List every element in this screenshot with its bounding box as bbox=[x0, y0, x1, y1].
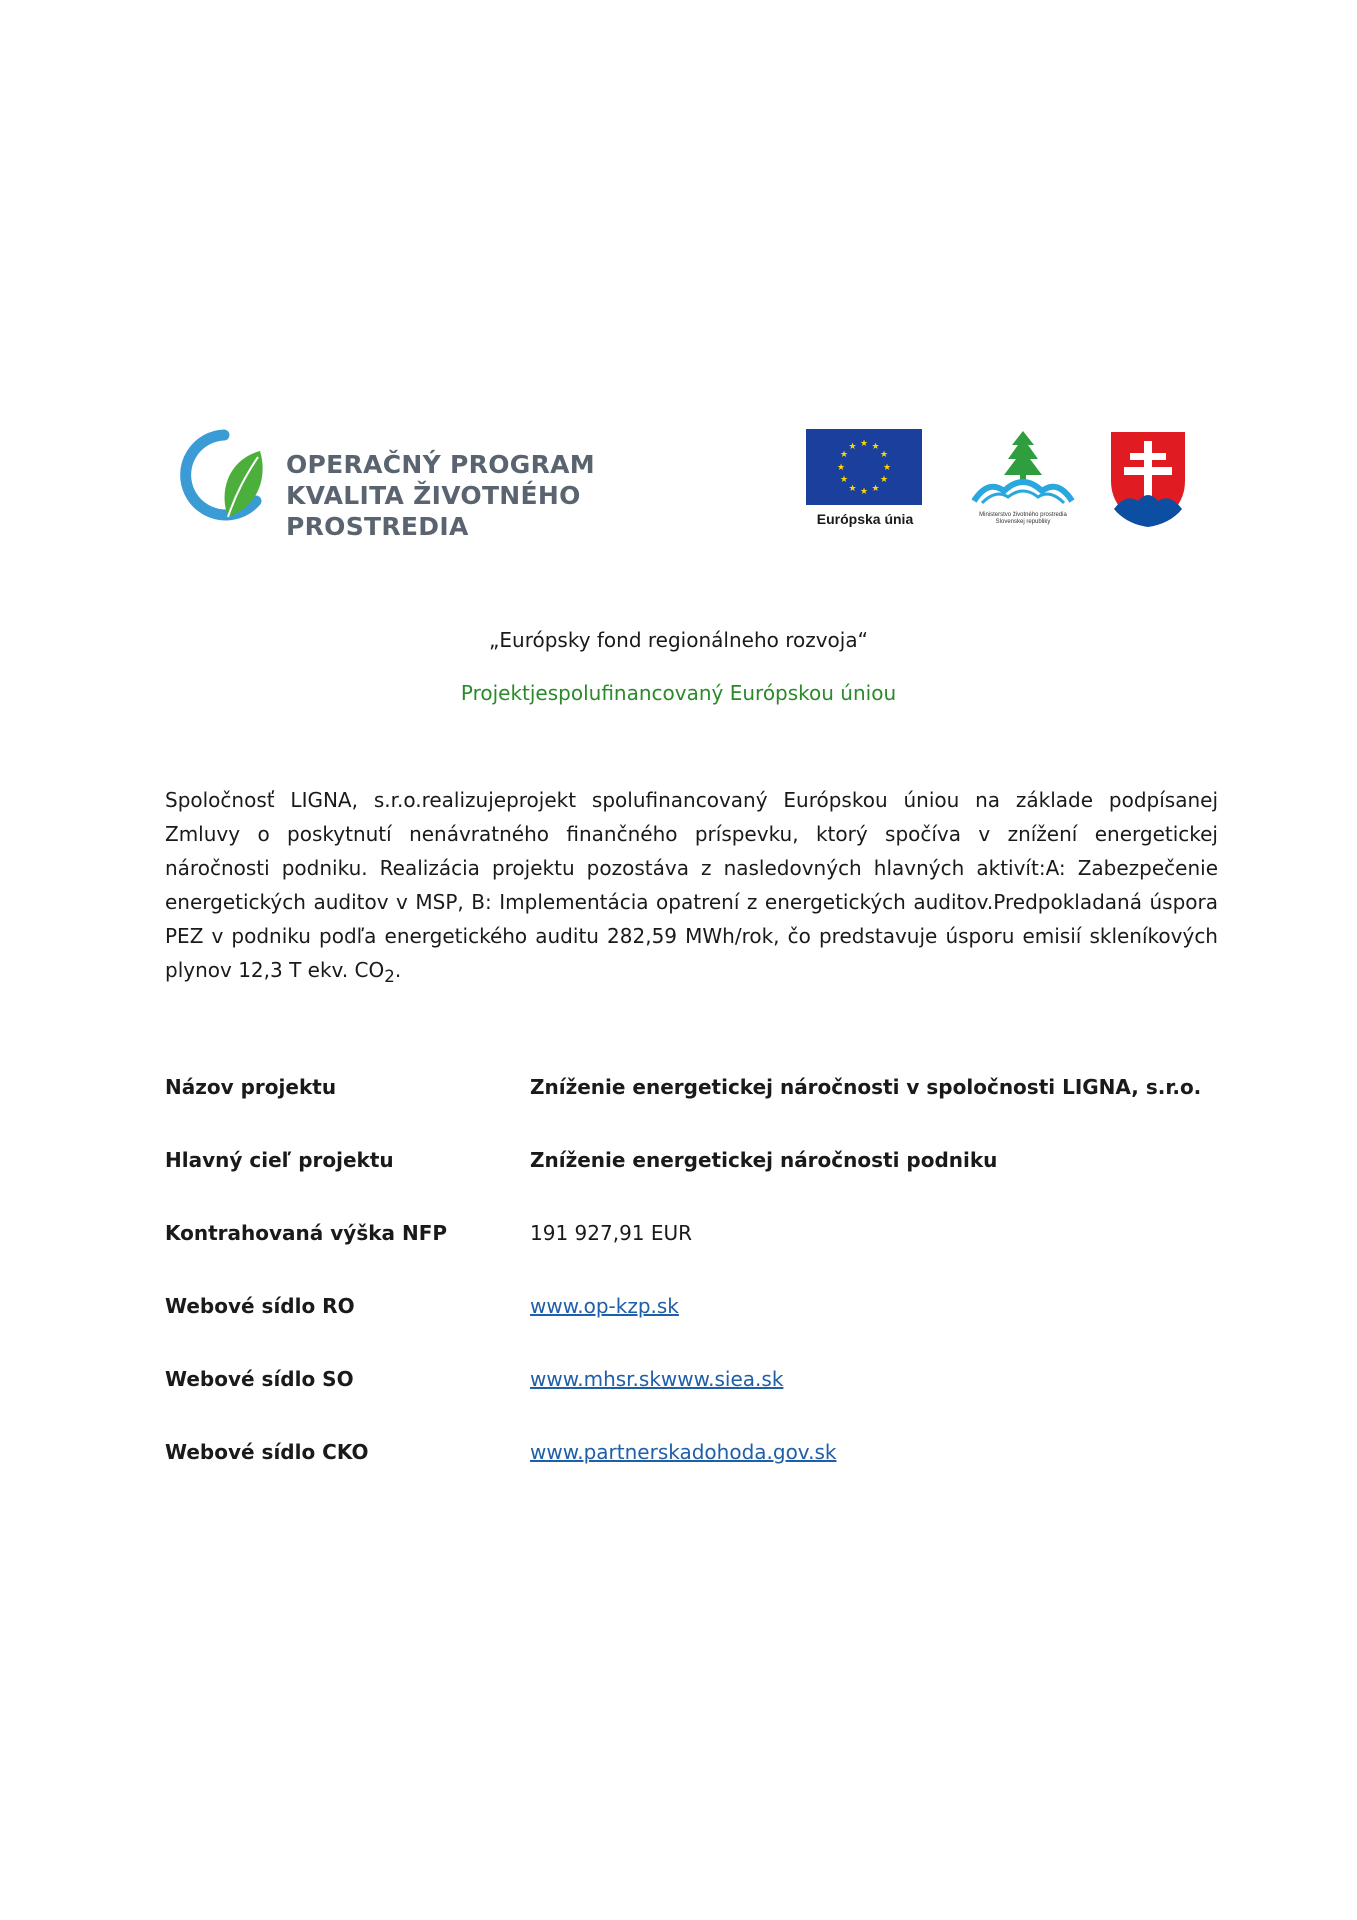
svg-text:★: ★ bbox=[879, 475, 889, 485]
svg-text:★: ★ bbox=[836, 463, 846, 473]
info-row-website-so bbox=[165, 1367, 1215, 1440]
nfp-amount-value: 191 927,91 EUR bbox=[530, 1221, 693, 1245]
website-so-cell bbox=[530, 1367, 783, 1391]
svg-text:★: ★ bbox=[859, 487, 869, 497]
info-row-nfp-amount bbox=[165, 1221, 1215, 1294]
slovak-coat-of-arms-icon bbox=[1108, 429, 1188, 529]
svg-text:★: ★ bbox=[882, 463, 892, 473]
svg-text:★: ★ bbox=[871, 484, 880, 494]
info-row-project-name bbox=[165, 1075, 1215, 1148]
svg-text:★: ★ bbox=[871, 442, 880, 452]
project-info-table bbox=[165, 1075, 1215, 1513]
website-so-link[interactable]: www.mhsr.skwww.siea.sk bbox=[530, 1367, 784, 1391]
op-kzp-logo-icon bbox=[178, 429, 270, 525]
info-label: Webové sídlo SO bbox=[165, 1367, 354, 1391]
cofinanced-subtitle: Projektjespolufinancovaný Európskou úniou bbox=[460, 681, 897, 705]
info-row-website-ro bbox=[165, 1294, 1215, 1367]
main-goal-value: Zníženie energetickej náročnosti podniku bbox=[530, 1148, 998, 1172]
website-cko-cell bbox=[530, 1440, 836, 1464]
project-description-end: . bbox=[394, 958, 402, 982]
info-row-website-cko bbox=[165, 1440, 1215, 1513]
fund-subtitle: „Európsky fond regionálneho rozvoja“ bbox=[489, 628, 868, 652]
sk-coat-of-arms bbox=[1108, 429, 1188, 529]
op-kzp-logo bbox=[178, 429, 758, 541]
svg-text:★: ★ bbox=[879, 450, 889, 460]
eu-flag-icon bbox=[806, 429, 922, 505]
op-logo-line2: KVALITA ŽIVOTNÉHO PROSTREDIA bbox=[286, 481, 581, 541]
info-label: Kontrahovaná výška NFP bbox=[165, 1221, 448, 1245]
ministry-caption-line1: Ministerstvo životného prostredia bbox=[979, 512, 1067, 518]
op-logo-line1: OPERAČNÝ PROGRAM bbox=[286, 450, 595, 479]
eu-caption: Európska únia bbox=[816, 511, 914, 527]
ministry-caption-line2: Slovenskej republiky bbox=[995, 519, 1051, 525]
info-label: Webové sídlo CKO bbox=[165, 1440, 369, 1464]
project-description bbox=[165, 783, 1218, 993]
project-description-text: Spoločnosť LIGNA, s.r.o.realizujeprojekt spolufinancovaný Európskou úniou na základe podpísanej Zmluvy o poskytnutí nenávratného finančného príspevku, ktorý spočíva v znížení energetickej náročnosti podniku. Realizácia projektu pozostáva z nasledovných hlavných aktivít:A: Zabezpečenie energetických auditov v MSP, B: Implementácia opatrení z energetických auditov.Predpokladaná úspora PEZ v podniku podľa energetického auditu 282,59 MWh/rok, čo predstavuje úsporu emisií skleníkových plynov 12,3 T ekv. CO bbox=[165, 788, 1218, 982]
website-cko-link[interactable]: www.partnerskadohoda.gov.sk bbox=[530, 1440, 837, 1464]
website-ro-cell bbox=[530, 1294, 679, 1318]
info-row-main-goal bbox=[165, 1148, 1215, 1221]
project-name-value: Zníženie energetickej náročnosti v spoločnosti LIGNA, s.r.o. bbox=[530, 1075, 1202, 1099]
svg-text:★: ★ bbox=[848, 484, 857, 494]
co2-subscript: 2 bbox=[384, 967, 395, 986]
svg-text:★: ★ bbox=[839, 450, 849, 460]
eu-logo bbox=[806, 429, 924, 529]
info-label: Webové sídlo RO bbox=[165, 1294, 355, 1318]
logo-bar bbox=[178, 425, 1198, 541]
ministry-logo bbox=[968, 429, 1078, 529]
info-label: Názov projektu bbox=[165, 1075, 337, 1099]
svg-text:★: ★ bbox=[839, 475, 849, 485]
info-label: Hlavný cieľ projektu bbox=[165, 1148, 394, 1172]
website-ro-link[interactable]: www.op-kzp.sk bbox=[530, 1294, 679, 1318]
svg-text:★: ★ bbox=[848, 442, 857, 452]
tree-icon bbox=[968, 429, 1078, 507]
svg-text:★: ★ bbox=[859, 439, 869, 449]
